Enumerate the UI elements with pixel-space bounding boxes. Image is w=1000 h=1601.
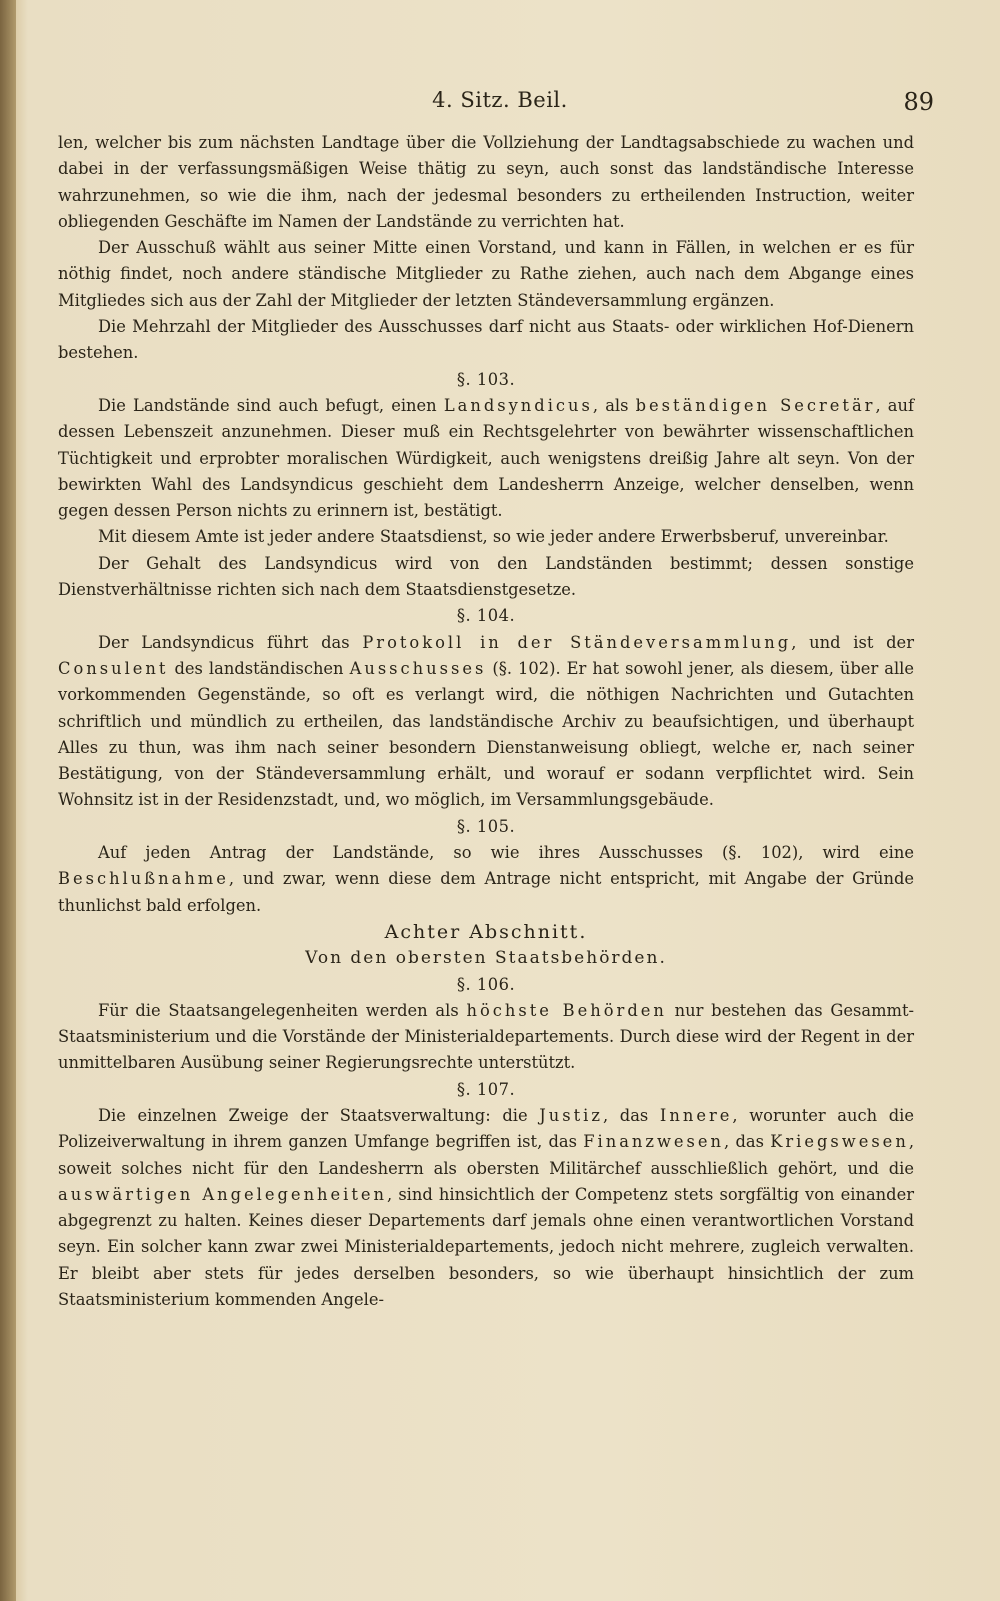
chapter-title: Achter Abschnitt.	[384, 920, 588, 943]
text-run: des landständischen	[168, 658, 350, 678]
spaced-term: beständigen Secretär	[635, 395, 876, 415]
spaced-term: Protokoll in der Ständeversammlung	[362, 632, 792, 652]
paragraph: len, welcher bis zum nächsten Landtage über die Vollziehung der Landtagsabschiede zu wachen und dabei in der verfassungsmäßigen Weise thätig zu seyn, auch sonst das landständische Interesse wahrzunehmen, so wie die ihm, nach der jedesmal besonders zu ertheilenden Instruction, weiter obliegenden Geschäfte im Namen der Landstände zu verrichten hat.	[58, 133, 914, 231]
paragraph: Der Ausschuß wählt aus seiner Mitte einen Vorstand, und kann in Fällen, in welchen er es für nöthig findet, noch andere ständische Mitglieder zu Rathe ziehen, auch nach dem Abgange eines Mitgliedes sich aus der Zahl der Mitglieder der letzten Ständeversammlung ergänzen.	[58, 238, 914, 310]
text-run: , soweit solches nicht für den Landesherrn als obersten Militärchef ausschließlich gehört, und die	[58, 1132, 914, 1178]
section-heading: §. 106.	[456, 974, 516, 994]
paragraph: Mit diesem Amte ist jeder andere Staatsdienst, so wie jeder andere Erwerbsberuf, unvereinbar.	[98, 527, 889, 547]
text-run: Der Landsyndicus führt das	[98, 632, 363, 652]
text-run: , das	[602, 1105, 660, 1125]
spaced-term: Innere	[659, 1105, 733, 1125]
text-run: , das	[724, 1132, 771, 1152]
spaced-term: Consulent	[58, 658, 169, 678]
spaced-term: Finanzwesen	[583, 1132, 725, 1152]
paragraph	[58, 1103, 914, 1313]
running-head: 4. Sitz. Beil.	[432, 88, 568, 112]
paragraph: Der Gehalt des Landsyndicus wird von den Landständen bestimmt; dessen sonstige Dienstverhältnisse richten sich nach dem Staatsdienstgesetze.	[58, 553, 914, 600]
paragraph	[58, 840, 914, 919]
spaced-term: Justiz	[539, 1105, 603, 1125]
text-run: Für die Staatsangelegenheiten werden als	[98, 1000, 467, 1020]
page-number: 89	[903, 88, 934, 116]
text-run: Die einzelnen Zweige der Staatsverwaltung: die	[98, 1105, 540, 1125]
text-run: , und zwar, wenn diese dem Antrage nicht entspricht, mit Angabe der Gründe thunlichst bald erfolgen.	[58, 869, 914, 915]
spaced-term: Kriegswesen	[770, 1132, 909, 1152]
paragraph	[58, 393, 914, 524]
section-heading: §. 103.	[456, 369, 516, 389]
text-run: Auf jeden Antrag der Landstände, so wie ihres Ausschusses (§. 102), wird eine	[98, 843, 914, 863]
spaced-term: Landsyndicus	[443, 395, 593, 415]
spaced-term: Beschlußnahme	[58, 869, 229, 889]
text-run: , sind hinsichtlich der Competenz stets sorgfältig von einander abgegrenzt zu halten. Keines dieser Departements darf jemals ohne einen verantwortlichen Vorstand seyn. Ein solcher kann zwar zwei Ministerialdepartements, jedoch nicht mehrere, zugleich verwalten. Er bleibt aber stets für jedes derselben besonders, so wie überhaupt hinsichtlich der zum Staatsministerium kommenden Angele-	[58, 1184, 914, 1310]
section-heading: §. 104.	[456, 606, 516, 626]
spaced-term: Ausschusses	[349, 658, 487, 678]
page-gutter	[0, 0, 16, 1601]
page-header	[60, 88, 940, 118]
text-run: (§. 102). Er hat sowohl jener, als diesem, über alle vorkommenden Gegenstände, so oft es verlangt wird, die nöthigen Nachrichten und Gutachten schriftlich und mündlich zu ertheilen, das landständische Archiv zu beaufsichtigen, und überhaupt Alles zu thun, was ihm nach seiner besondern Dienstanweisung obliegt, welche er, nach seiner Bestätigung, von der Ständeversammlung erhält, und worauf er sodann verpflichtet wird. Sein Wohnsitz ist in der Residenzstadt, und, wo möglich, im Versammlungsgebäude.	[58, 658, 914, 810]
section-heading: §. 107.	[456, 1079, 516, 1099]
spaced-term: auswärtigen Angelegenheiten	[58, 1184, 388, 1204]
text-run: , und ist der	[791, 632, 914, 652]
paragraph: Die Mehrzahl der Mitglieder des Ausschusses darf nicht aus Staats- oder wirklichen Hof-Dienern bestehen.	[58, 317, 914, 363]
paragraph	[58, 630, 914, 814]
spaced-term: höchste Behörden	[466, 1000, 667, 1020]
text-run: , worunter auch die Polizeiverwaltung in ihrem ganzen Umfange begriffen ist, das	[58, 1105, 915, 1152]
text-run: Die Landstände sind auch befugt, einen	[98, 395, 444, 415]
text-run: , als	[592, 395, 636, 415]
section-heading: §. 105.	[456, 816, 516, 836]
text-run: nur bestehen das Gesammt-Staatsministerium und die Vorstände der Ministerialdepartements. Durch diese wird der Regent in der unmittelbaren Ausübung seiner Regierungsrechte unterstützt.	[58, 1000, 914, 1073]
text-run: , auf dessen Lebenszeit anzunehmen. Dieser muß ein Rechtsgelehrter von bewährter wissenschaftlichen Tüchtigkeit und erprobter moralischen Würdigkeit, auch wenigstens dreißig Jahre alt seyn. Von der bewirkten Wahl des Landsyndicus geschieht dem Landesherrn Anzeige, welcher denselben, wenn gegen dessen Person nichts zu erinnern ist, bestätigt.	[58, 395, 915, 521]
chapter-subtitle: Von den obersten Staatsbehörden.	[305, 948, 667, 969]
page-body	[58, 130, 914, 1313]
paragraph	[58, 998, 914, 1077]
